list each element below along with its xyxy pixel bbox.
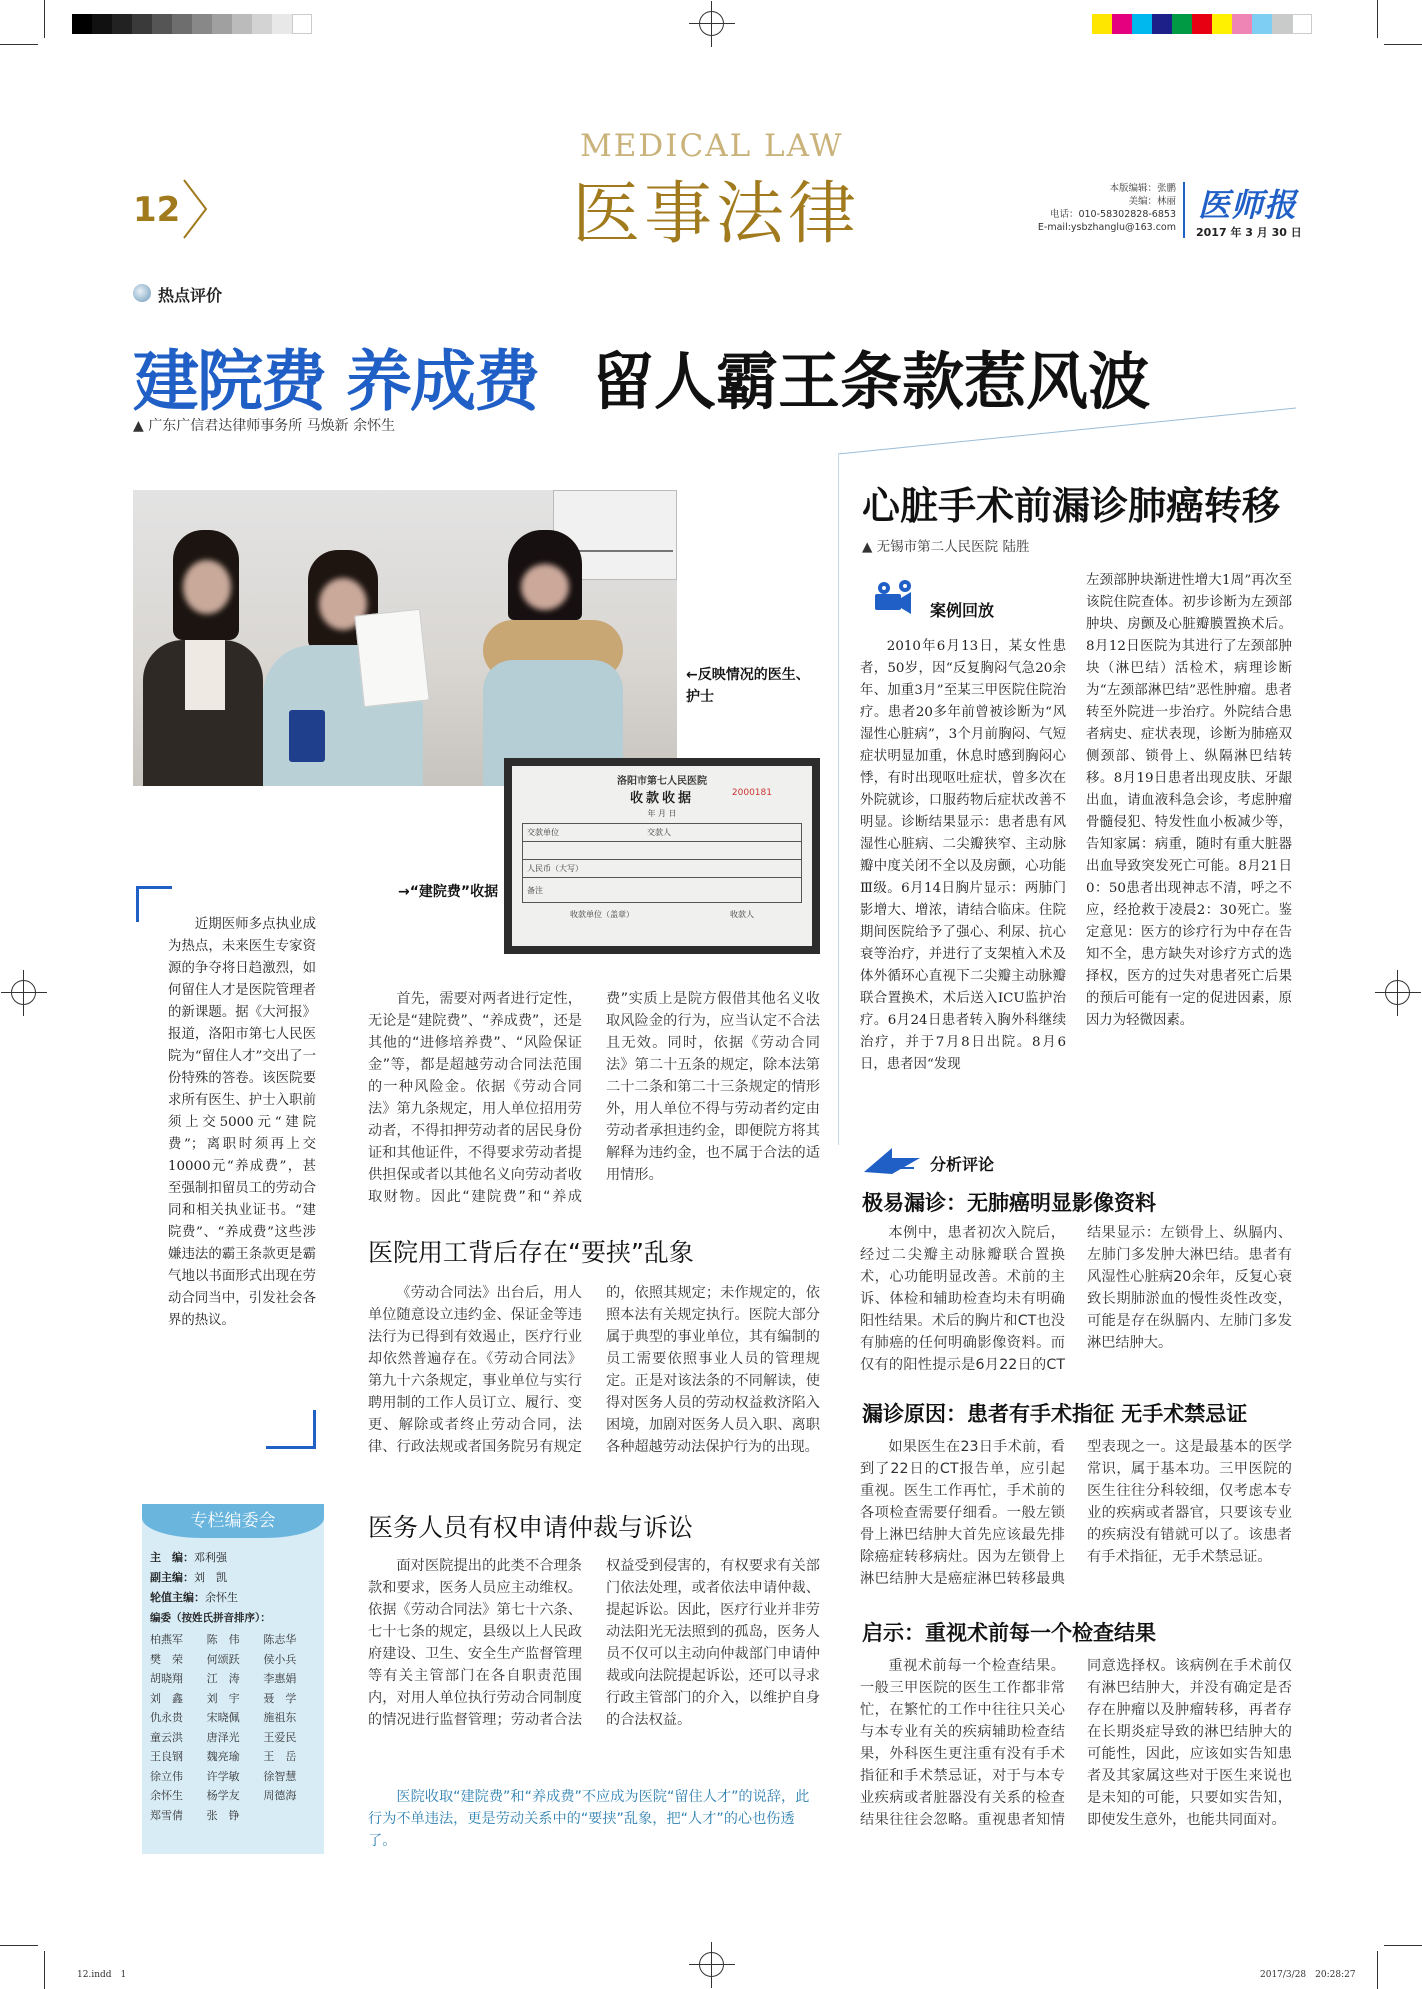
committee-member: 徐智慧 xyxy=(263,1769,297,1783)
committee-member: 杨学友 xyxy=(206,1789,240,1802)
committee-members xyxy=(150,1630,320,1825)
held-document xyxy=(354,609,429,707)
crop-mark xyxy=(1384,1945,1422,1946)
receipt-date: 年 月 日 xyxy=(647,809,677,818)
receipt-cashier: 收款人 xyxy=(730,910,754,919)
receipt-remarks: 备注 xyxy=(527,885,543,895)
committee-role-person: 刘 凯 xyxy=(194,1571,227,1584)
committee-member: 余怀生 xyxy=(150,1789,183,1802)
committee-title: 专栏编委会 xyxy=(142,1504,324,1538)
committee-member: 施祖东 xyxy=(263,1711,297,1724)
designer-credit: 美编：林丽 xyxy=(1128,196,1176,207)
arrow-left-icon xyxy=(711,668,712,669)
committee-member: 刘 宇 xyxy=(206,1691,240,1705)
section-title-en: MEDICAL LAW xyxy=(580,128,844,164)
committee-member: 王良钢 xyxy=(150,1750,183,1763)
committee-member: 魏亮瑜 xyxy=(206,1750,240,1763)
committee-member: 陈 伟 xyxy=(206,1633,240,1646)
crop-mark xyxy=(1377,0,1378,38)
main-para-2: 《劳动合同法》出台后，用人单位随意设立违约金、保证金等违法行为已得到有效遏止，医疗行业却依然普遍存在。《劳动合同法》第九十六条规定，事业单位与实行聘用制的工作人员订立、履行、变更、解除或者终止劳动合同，法律、行政法规或者国务院另有规定的，依照其规定；未作规定的，依照本法有关规定执行。医院大部分属于典型的事业单位，其有编制的员工需要依照事业人员的管理规定。正是对该法条的不同解读，使得对医务人员的劳动权益救济陷入困境，加剧对医务人员入职、离职各种超越劳动法保护行为的出现。 xyxy=(368,1285,820,1455)
committee-members-label: 编委（按姓氏拼音排序）： xyxy=(150,1612,271,1624)
section-title: 医事法律 xyxy=(572,175,861,254)
intro-bracket-top-v xyxy=(136,886,139,922)
headline-black: 留人霸王条款惹风波 xyxy=(592,345,1151,418)
intro-bracket-bottom xyxy=(266,1446,316,1449)
photo-caption-receipt: →“建院费”收据 xyxy=(398,884,499,900)
committee-role-row xyxy=(150,1548,320,1568)
intro-bracket-bottom-v xyxy=(313,1410,316,1449)
committee-role-title: 副主编： xyxy=(150,1571,194,1584)
analysis-icon xyxy=(862,1146,922,1176)
committee-member: 聂 学 xyxy=(263,1691,297,1705)
committee-member: 王 岳 xyxy=(263,1750,297,1763)
case-column-1: 2010年6月13日，某女性患者，50岁，因“反复胸闷气急20余年、加重3月”至某三甲医院住院治疗。患者20多年前曾被诊断为“风湿性心脏病”，3个月前胸闷、气短症状明显加重，休息时感到胸闷心悸，有时出现呕吐症状，曾多次在外院就诊，口服药物后症状改善不明显。诊断结果显示：患者患有风湿性心脏病、二尖瓣狭窄、主动脉瓣中度关闭不全以及房颤，心功能Ⅲ级。6月14日胸片显示：两肺门影增大、增浓，请结合临床。住院期间医院给予了强心、利尿、抗心衰等治疗，并进行了支架植入术及体外循环心直视下二尖瓣主动脉瓣联合置换术，术后送入ICU监护治疗。6月24日患者转入胸外科继续治疗，并于7月8日出院。8月6日，患者因“发现 xyxy=(860,639,1066,1072)
committee-member: 刘 鑫 xyxy=(150,1691,183,1705)
header-divider-line xyxy=(838,406,1298,458)
committee-role-title: 主 编： xyxy=(150,1551,194,1564)
main-subheading-2: 医务人员有权申请仲裁与诉讼 xyxy=(368,1513,694,1542)
case-column-2: 左颈部肿块渐进性增大1周”再次至该院住院查体。初步诊断为左颈部肿块、房颤及心脏瓣膜置换术后。8月12日医院为其进行了左颈部肿块（淋巴结）活检术，病理诊断为“左颈部淋巴结”恶性肿瘤。患者转至外院进一步治疗。外院结合患者病史、症状表现，诊断为肺癌双侧颈部、锁骨上、纵隔淋巴结转移。8月19日患者出现皮肤、牙龈出血，请血液科急会诊，考虑肿瘤骨髓侵犯、特发性血小板减少等，告知家属：病重，随时有重大脏器出血导致突发死亡可能。8月21日0：50患者出现神志不清，呼之不应，经抢救于凌晨2：30死亡。鉴定意见：医方的诊疗行为中存在告知不全，患方缺失对诊疗方式的选择权，医方的过失对患者死亡后果的预后可能有一定的促进因素，原因力为轻微因素。 xyxy=(1086,573,1292,1028)
receipt-photo xyxy=(504,758,820,954)
editor-credit: 本版编辑：张鹏 xyxy=(1109,183,1176,194)
main-byline: ▲ 广东广信君达律师事务所 马焕新 余怀生 xyxy=(133,418,396,434)
intro-paragraph: 近期医师多点执业成为热点，未来医生专家资源的争夺将日趋激烈，如何留住人才是医院管理者的新课题。据《大河报》报道，洛阳市第七人民医院为“留住人才”交出了一份特殊的答卷。该医院要求所有医生、护士入职前须上交5000元“建院费”；离职时须再上交10000元“养成费”，甚至强制扣留员工的劳动合同和相关执业证书。“建院费”、“养成费”这些涉嫌违法的霸王条款更是霸气地以书面形式出现在劳动合同当中，引发社会各界的热议。 xyxy=(168,917,316,1328)
masthead-info xyxy=(1000,182,1176,234)
headline-blue: 建院费 养成费 xyxy=(133,343,538,420)
committee-member: 王爱民 xyxy=(263,1730,297,1744)
receipt-number: 2000181 xyxy=(731,788,772,798)
right-subheading-2: 漏诊原因：患者有手术指征 无手术禁忌证 xyxy=(862,1402,1248,1426)
main-subheading-1: 医院用工背后存在“要挟”乱象 xyxy=(368,1238,694,1267)
crop-mark xyxy=(44,1951,45,1989)
committee-member: 侯小兵 xyxy=(263,1652,297,1666)
analysis-label: 分析评论 xyxy=(930,1155,995,1174)
right-para-2: 如果医生在23日手术前，看到了22日的CT报告单，应引起重视。医生工作再忙，手术前的各项检查需要仔细看。一般左锁骨上淋巴结肿大首先应该最先排除癌症转移病灶。因为左锁骨上淋巴结肿大是癌症淋巴转移最典型表现之一。这是最基本的医学常识，属于基本功。三甲医院的医生往往分科较细，仅考虑本专业的疾病或者器官，只要该专业的疾病没有错就可以了。该患者有手术指征，无手术禁忌证。 xyxy=(860,1439,1292,1587)
committee-roles xyxy=(150,1548,320,1608)
registration-mark-bottom xyxy=(689,1942,735,1988)
committee-member: 张 铮 xyxy=(206,1808,240,1822)
committee-member: 胡晓翔 xyxy=(150,1672,183,1685)
main-para-3: 面对医院提出的此类不合理条款和要求，医务人员应主动维权。依据《劳动合同法》第七十六条、七十七条的规定，县级以上人民政府建设、卫生、安全生产监督管理等有关主管部门在各自职责范围内，对用人单位执行劳动合同制度的情况进行监督管理；劳动者合法权益受到侵害的，有权要求有关部门依法处理，或者依法申请仲裁、提起诉讼。因此，医疗行业并非劳动法阳光无法照到的孤岛，医务人员不仅可以主动向仲裁部门申请仲裁或向法院提起诉讼，还可以寻求行政主管部门的介入，以维护自身的合法权益。 xyxy=(368,1558,820,1728)
committee-member: 许学敏 xyxy=(206,1769,240,1783)
committee-member: 仇永贵 xyxy=(150,1711,183,1724)
right-headline: 心脏手术前漏诊肺癌转移 xyxy=(862,484,1281,528)
committee-member: 何颂跃 xyxy=(206,1652,240,1666)
column-rule xyxy=(838,455,839,1145)
page-number: 12 xyxy=(133,190,181,230)
intro-bracket-top xyxy=(136,886,172,889)
committee-member: 江 涛 xyxy=(206,1672,240,1685)
newspaper-logo: 医师报 xyxy=(1198,186,1298,224)
committee-role-person: 邓利强 xyxy=(194,1551,227,1564)
news-photo xyxy=(133,490,677,786)
main-conclusion: 医院收取“建院费”和“养成费”不应成为医院“留住人才”的说辞，此行为不单违法，更是劳动关系中的“要挟”乱象，把“人才”的心也伤透了。 xyxy=(368,1789,810,1849)
grayscale-color-bar xyxy=(72,14,312,34)
main-para-1: 首先，需要对两者进行定性，无论是“建院费”、“养成费”，还是其他的“进修培养费”、“风险保证金”等，都是超越劳动合同法范围的一种风险金。依据《劳动合同法》第九条规定，用人单位招用劳动者，不得扣押劳动者的居民身份证和其他证件，不得要求劳动者提供担保或者以其他名义向劳动者收取财物。因此“建院费”和“养成费”实质上是院方假借其他名义收取风险金的行为，应当认定不合法且无效。同时，依据《劳动合同法》第二十五条的规定，除本法第二十二条和第二十三条规定的情形外，用人单位不得与劳动者约定由劳动者承担违约金，即便院方将其解释为违约金，也不属于合法的适用情形。 xyxy=(368,991,820,1205)
phone-number: 电话：010-58302828-6853 xyxy=(1049,209,1176,220)
print-timestamp: 2017/3/28 20:28:27 xyxy=(1260,1970,1356,1980)
registration-mark-right xyxy=(1375,970,1421,1016)
page-number-chevron-icon xyxy=(180,178,210,240)
committee-member: 周德海 xyxy=(263,1789,297,1802)
committee-member: 唐泽光 xyxy=(206,1730,240,1744)
issue-date: 2017 年 3 月 30 日 xyxy=(1196,226,1302,239)
committee-member: 宋晓佩 xyxy=(206,1711,240,1724)
receipt-hospital-name: 洛阳市第七人民医院 xyxy=(617,776,707,787)
right-byline: ▲ 无锡市第二人民医院 陆胜 xyxy=(862,539,1030,555)
case-review-label: 案例回放 xyxy=(930,601,995,620)
committee-role-person: 余怀生 xyxy=(205,1591,238,1604)
crop-mark xyxy=(0,44,38,45)
crop-mark xyxy=(1384,44,1422,45)
committee-member: 郑雪倩 xyxy=(150,1808,183,1822)
receipt-payer: 交款人 xyxy=(647,828,671,837)
editorial-committee xyxy=(142,1504,324,1854)
registration-mark-left xyxy=(1,970,47,1016)
committee-role-row xyxy=(150,1588,320,1608)
registration-mark-top xyxy=(689,1,735,47)
hot-topic-label: 热点评价 xyxy=(158,286,223,305)
camera-icon xyxy=(873,580,923,614)
hot-topic-dot-icon xyxy=(133,284,151,302)
committee-member: 徐立伟 xyxy=(150,1769,183,1783)
receipt-amount-label: 人民币（大写） xyxy=(527,864,583,873)
receipt-payer-unit: 交款单位 xyxy=(527,828,559,837)
committee-member: 樊 荣 xyxy=(150,1652,183,1666)
right-para-3: 重视术前每一个检查结果。一般三甲医院的医生工作都非常忙，在繁忙的工作中往往只关心与本专业有关的疾病辅助检查结果，外科医生更注重有没有手术指征和手术禁忌证，对于与本专业疾病或者脏器没有关系的检查结果往往会忽略。重视患者知情同意选择权。该病例在手术前仅有淋巴结肿大，并没有确定是否存在肿瘤以及肿瘤转移，再者存在长期炎症导致的淋巴结肿大的可能性，因此，应该如实告知患者及其家属这些对于医生来说也是未知的可能，只要如实告知，即使发生意外，也能共同面对。 xyxy=(860,1658,1292,1828)
right-para-1: 本例中，患者初次入院后，经过二尖瓣主动脉瓣联合置换术，心功能明显改善。术前的主诉、体检和辅助检查均未有明确阳性结果。术后的胸片和CT也没有肺癌的任何明确影像资料。而仅有的阳性提示是6月22日的CT结果显示：左锁骨上、纵膈内、左肺门多发肿大淋巴结。患者有风湿性心脏病20余年，反复心衰致长期肺淤血的慢性炎性改变，可能是存在纵膈内、左肺门多发淋巴结肿大。 xyxy=(860,1225,1292,1373)
masthead-divider xyxy=(1183,182,1185,238)
crop-mark xyxy=(1377,1951,1378,1989)
crop-mark xyxy=(0,1945,38,1946)
committee-member: 柏燕军 xyxy=(150,1633,183,1646)
right-subheading-1: 极易漏诊：无肺癌明显影像资料 xyxy=(862,1191,1156,1215)
person-left xyxy=(143,530,263,786)
committee-role-title: 轮值主编： xyxy=(150,1591,205,1604)
receipt-unit-stamp: 收款单位（盖章） xyxy=(570,910,634,919)
committee-member: 陈志华 xyxy=(263,1633,297,1646)
crop-mark xyxy=(44,0,45,38)
person-right xyxy=(463,530,633,786)
receipt-title: 收款收据 xyxy=(629,791,694,806)
cmyk-color-bar xyxy=(1092,14,1312,34)
committee-member: 李惠娟 xyxy=(263,1672,297,1685)
photo-caption-staff: ←反映情况的医生、护士 xyxy=(686,667,810,705)
file-slug: 12.indd 1 xyxy=(77,1970,127,1980)
committee-role-row xyxy=(150,1568,320,1588)
right-subheading-3: 启示：重视术前每一个检查结果 xyxy=(862,1621,1156,1645)
email-address: E-mail:ysbzhanglu@163.com xyxy=(1037,222,1176,233)
committee-member: 童云洪 xyxy=(150,1730,183,1744)
